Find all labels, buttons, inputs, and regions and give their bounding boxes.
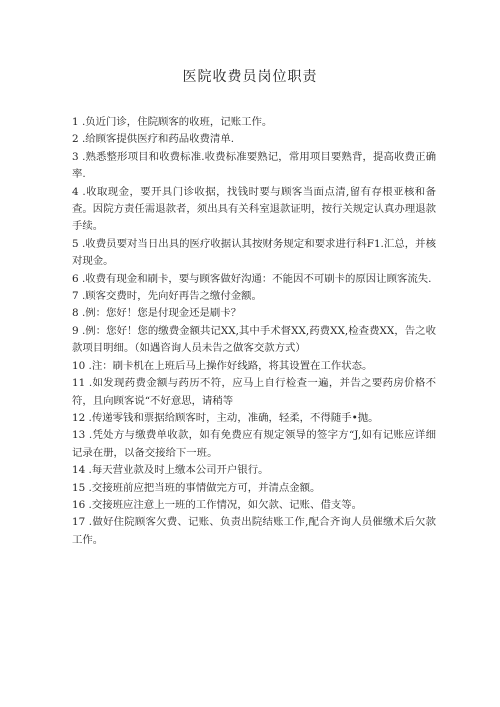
duty-text: .例：您好！您是付现金还是刷卡？ xyxy=(81,307,242,320)
duty-item xyxy=(72,480,436,497)
duty-number: 1 xyxy=(72,116,79,128)
duty-item xyxy=(72,427,436,462)
duty-number: 17 xyxy=(72,516,86,529)
duty-item xyxy=(72,184,436,236)
duty-number: 10 xyxy=(72,359,86,372)
duty-text: .收费有现金和刷卡，要与顾客做好沟通：不能因不可刷卡的原因让顾客流失. xyxy=(81,272,432,285)
duty-number: 4 xyxy=(72,185,79,198)
duty-text: .顾客交费时，先向好再告之缴付金额。 xyxy=(81,290,262,303)
duty-item xyxy=(72,514,436,549)
duty-item xyxy=(72,131,436,148)
duty-number: 13 xyxy=(72,429,86,442)
duty-text: .如发现药费金额与药历不符，应马上自行检查一遍，并告之要药房价格不符，且向顾客说“不好意思，请稍等 xyxy=(72,377,436,407)
duty-item xyxy=(72,375,436,410)
duty-number: 5 xyxy=(72,237,79,250)
duty-item xyxy=(72,323,436,358)
duty-text: .每天营业款及时上缴本公司开户银行。 xyxy=(88,464,269,477)
duty-number: 16 xyxy=(72,498,86,511)
duty-number: 11 xyxy=(72,377,86,390)
duty-number: 8 xyxy=(72,307,79,320)
duty-number: 9 xyxy=(72,324,79,337)
page-title: 医院收费员岗位职责 xyxy=(182,69,318,85)
duty-item xyxy=(72,410,436,427)
duty-number: 3 xyxy=(72,150,79,163)
duty-text: .熟悉整形项目和收费标准.收费标准要熟记，常用项目要熟背，提高收费正确率. xyxy=(72,150,436,181)
duty-item xyxy=(72,149,436,184)
duty-text: .例：您好！您的缴费金额共记XX,其中手术督XX,药费XX,检查费XX，告之收款项目明细。（如遇咨询人员未告之做客交款方式） xyxy=(72,324,436,355)
duty-text: .传递零钱和票据给顾客时，主动，准确，轻柔，不得随手•抛。 xyxy=(88,411,379,424)
duty-text: .收费员要对当日出具的医疗收据认其按财务规定和要求进行科F1.汇总，并核对现金。 xyxy=(72,237,436,268)
duty-number: 6 xyxy=(72,272,79,285)
duty-text: .收取现金，要开具门诊收据，找钱时要与顾客当面点清,留有存根亚核和备查。因院方责任需退款者，须出具有关科室退款证明，按行关规定认真办理退款手续。 xyxy=(72,185,436,233)
duty-number: 14 xyxy=(72,464,86,477)
duty-item xyxy=(72,114,436,131)
duty-number: 2 xyxy=(72,133,79,146)
duty-item xyxy=(72,288,436,305)
duty-text: .凭处方与缴费单收款，如有免费应有规定领导的签字方“J,如有记账应详细记录在册，以备交接给下一班。 xyxy=(72,429,436,459)
duty-text: .交接班应注意上一班的工作情况，如欠款、记账、借支等。 xyxy=(88,498,363,511)
duty-number: 15 xyxy=(72,481,86,494)
duty-list xyxy=(72,114,436,549)
duty-text: .注：刷卡机在上班后马上操作好线路，将其设置在工作状态。 xyxy=(88,359,373,372)
duty-text: .交接班前应把当班的事情做完方可，并清点金额。 xyxy=(88,481,321,494)
duty-text: .负近门诊，住院顾客的收班，记账工作。 xyxy=(81,116,273,128)
duty-number: 7 xyxy=(72,290,79,303)
duty-text: .给顾客提供医疗和药品收费清单. xyxy=(81,133,235,146)
duty-number: 12 xyxy=(72,411,86,424)
duty-text: .做好住院顾客欠费、记账、负责出院结账工作,配合齐询人员催缴术后欠款工作。 xyxy=(72,516,436,546)
duty-item xyxy=(72,462,436,479)
duty-item xyxy=(72,236,436,271)
duty-item xyxy=(72,271,436,288)
duty-item xyxy=(72,358,436,375)
duty-item xyxy=(72,305,436,322)
duty-item xyxy=(72,497,436,514)
